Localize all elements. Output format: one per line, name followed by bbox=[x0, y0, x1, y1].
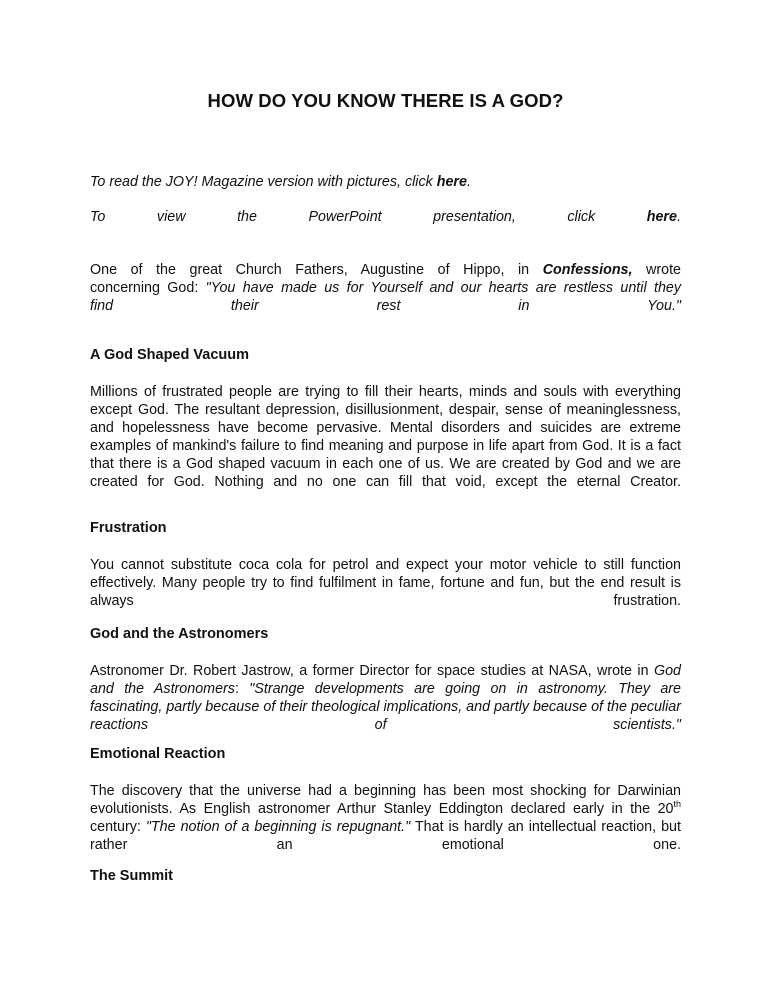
body-text: Astronomer Dr. Robert Jastrow, a former Director for space studies at NASA, wrote in bbox=[90, 663, 654, 679]
section-heading-astronomers: God and the Astronomers bbox=[90, 626, 269, 642]
powerpoint-line bbox=[90, 208, 681, 226]
ppt-word: click bbox=[567, 209, 596, 225]
intro-text: wrote bbox=[632, 262, 682, 278]
ppt-word: the bbox=[237, 209, 257, 225]
eddington-quote: "The notion of a beginning is repugnant." bbox=[145, 819, 411, 835]
section-body-emotional bbox=[90, 782, 681, 854]
jastrow-quote: "Strange developments are going on in astronomy. They are fascinating, partly because of their theological implications, and partly because of the peculiar reactions of scientists." bbox=[90, 681, 681, 733]
confessions-title: Confessions, bbox=[542, 262, 633, 278]
joy-magazine-suffix: . bbox=[466, 174, 471, 190]
ordinal-suffix: th bbox=[673, 799, 681, 810]
intro-line-3 bbox=[90, 297, 681, 315]
body-text: century: bbox=[90, 819, 146, 835]
quote-word: You." bbox=[647, 298, 681, 314]
body-text: The discovery that the universe had a beginning has been most shocking for Darwinian evolutionists. As English astronomer Arthur Stanley Eddington declared early in the 20 bbox=[90, 783, 681, 817]
intro-text: One of the great Church Fathers, Augustine of Hippo, in bbox=[90, 262, 543, 278]
ppt-word: view bbox=[156, 209, 186, 225]
section-heading-summit: The Summit bbox=[90, 868, 173, 884]
body-text: That is hardly an intellectual reaction, but rather an emotional one. bbox=[90, 819, 681, 853]
book-title: God and the Astronomers bbox=[90, 663, 681, 697]
joy-magazine-link[interactable]: here bbox=[436, 174, 467, 190]
intro-line-2 bbox=[90, 279, 681, 297]
intro-line-1 bbox=[90, 261, 681, 279]
section-heading-emotional: Emotional Reaction bbox=[90, 746, 226, 762]
powerpoint-suffix: . bbox=[676, 209, 681, 225]
quote-word: rest bbox=[376, 298, 401, 314]
ppt-word: PowerPoint bbox=[308, 209, 382, 225]
quote-word: find bbox=[90, 298, 114, 314]
ppt-word: presentation, bbox=[433, 209, 516, 225]
joy-magazine-text: To read the JOY! Magazine version with pictures, click bbox=[90, 174, 437, 190]
quote-word: in bbox=[518, 298, 530, 314]
body-text: : bbox=[234, 681, 250, 697]
ppt-word: To bbox=[90, 209, 106, 225]
section-heading-frustration: Frustration bbox=[90, 520, 167, 536]
quote-word: their bbox=[230, 298, 259, 314]
powerpoint-link[interactable]: here bbox=[646, 209, 677, 225]
joy-magazine-line bbox=[90, 173, 681, 191]
augustine-quote: "You have made us for Yourself and our hearts are restless until they bbox=[205, 280, 681, 296]
section-body-frustration: You cannot substitute coca cola for petrol and expect your motor vehicle to still function effectively. Many people try to find fulfilment in fame, fortune and fun, but the end result is always frustration. bbox=[90, 557, 681, 609]
intro-text: concerning God: bbox=[90, 280, 206, 296]
section-body-vacuum: Millions of frustrated people are trying to fill their hearts, minds and souls with everything except God. The resultant depression, disillusionment, despair, sense of meaninglessness, and hopelessness have become pervasive. Mental disorders and suicides are extreme examples of mankind's failure to find meaning and purpose in life apart from God. It is a fact that there is a God shaped vacuum in each one of us. We are created by God and we are created for God. Nothing and no one can fill that void, except the eternal Creator. bbox=[90, 384, 681, 490]
section-heading-vacuum: A God Shaped Vacuum bbox=[90, 347, 249, 363]
page-title: HOW DO YOU KNOW THERE IS A GOD? bbox=[207, 90, 564, 111]
section-body-astronomers bbox=[90, 662, 681, 734]
